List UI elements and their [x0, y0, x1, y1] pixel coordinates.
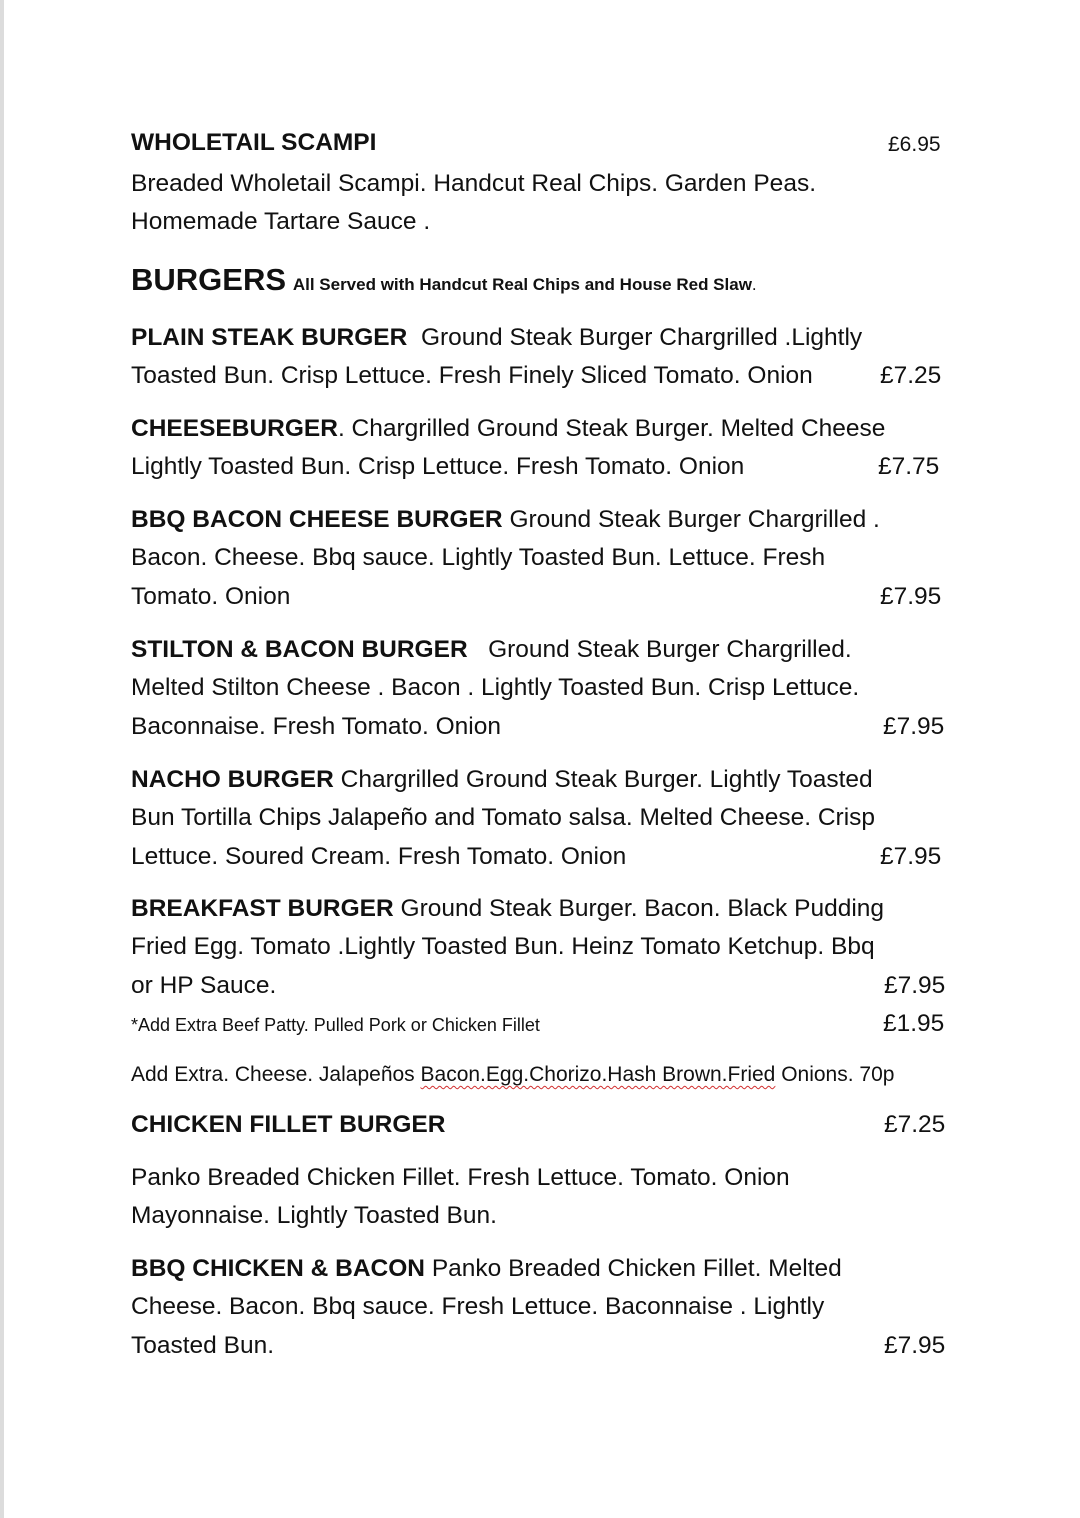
extra-patty-price: £1.95 [883, 1010, 945, 1037]
nacho-title: NACHO BURGER [131, 766, 334, 793]
breakfast-line1-rest: Ground Steak Burger. Bacon. Black Pudding [400, 895, 885, 922]
bbq-bacon-line1 [131, 505, 880, 535]
nacho-line1 [131, 765, 873, 795]
chicken-fillet-line2: Mayonnaise. Lightly Toasted Bun. [131, 1202, 497, 1229]
bbq-chicken-line3: Toasted Bun. [131, 1332, 275, 1359]
cheese-price: £7.75 [878, 453, 940, 480]
extra-patty-text: *Add Extra Beef Patty. Pulled Pork or Chicken Fillet [131, 1015, 540, 1035]
bbq-chicken-line2: Cheese. Bacon. Bbq sauce. Fresh Lettuce. Baconnaise . Lightly [131, 1293, 825, 1320]
bbq-chicken-line1-rest: Panko Breaded Chicken Fillet. Melted [431, 1255, 842, 1282]
stilton-line1-rest: Ground Steak Burger Chargrilled. [488, 636, 852, 663]
stilton-title: STILTON & BACON BURGER [131, 636, 468, 663]
bbq-bacon-price: £7.95 [880, 583, 942, 610]
nacho-line2: Bun Tortilla Chips Jalapeño and Tomato salsa. Melted Cheese. Crisp [131, 804, 876, 831]
chicken-fillet-title: CHICKEN FILLET BURGER [131, 1111, 446, 1138]
page-edge [0, 0, 4, 1518]
bbq-bacon-line3: Tomato. Onion [131, 583, 291, 610]
scampi-desc-line2: Homemade Tartare Sauce . [131, 208, 431, 235]
bbq-bacon-title: BBQ BACON CHEESE BURGER [131, 506, 503, 533]
plain-title: PLAIN STEAK BURGER [131, 324, 408, 351]
add-extra-part2: Bacon.Egg.Chorizo.Hash Brown.Fried [420, 1063, 776, 1086]
burgers-header [131, 262, 757, 300]
scampi-desc-line1: Breaded Wholetail Scampi. Handcut Real Chips. Garden Peas. [131, 170, 816, 197]
stilton-price: £7.95 [883, 713, 945, 740]
nacho-price: £7.95 [880, 843, 942, 870]
stilton-line1 [131, 635, 852, 665]
burgers-title: BURGERS [131, 262, 287, 297]
chicken-fillet-line1: Panko Breaded Chicken Fillet. Fresh Lettuce. Tomato. Onion [131, 1164, 790, 1191]
stilton-line3: Baconnaise. Fresh Tomato. Onion [131, 713, 501, 740]
chicken-fillet-price: £7.25 [884, 1111, 946, 1138]
nacho-line1-rest: Chargrilled Ground Steak Burger. Lightly Toasted [340, 766, 873, 793]
breakfast-line2: Fried Egg. Tomato .Lightly Toasted Bun. Heinz Tomato Ketchup. Bbq [131, 933, 875, 960]
add-extra-line [131, 1061, 894, 1089]
plain-line1 [131, 323, 862, 353]
scampi-title: WHOLETAIL SCAMPI [131, 129, 377, 156]
cheese-title: CHEESEBURGER [131, 415, 338, 442]
bbq-chicken-title: BBQ CHICKEN & BACON [131, 1255, 425, 1282]
plain-line1-rest: Ground Steak Burger Chargrilled .Lightly [420, 324, 863, 351]
add-extra-part3: Onions. 70p [775, 1063, 895, 1086]
bbq-bacon-line2: Bacon. Cheese. Bbq sauce. Lightly Toasted Bun. Lettuce. Fresh [131, 544, 826, 571]
cheese-line1-rest: . Chargrilled Ground Steak Burger. Melted Cheese [337, 415, 886, 442]
add-extra-part1: Add Extra. Cheese. Jalapeños [131, 1063, 421, 1086]
breakfast-price: £7.95 [884, 972, 946, 999]
bbq-bacon-line1-rest: Ground Steak Burger Chargrilled . [509, 506, 880, 533]
bbq-chicken-line1 [131, 1254, 842, 1284]
breakfast-line1 [131, 894, 884, 924]
cheese-line1 [131, 414, 885, 444]
burgers-note: All Served with Handcut Real Chips and House Red Slaw [292, 275, 752, 294]
plain-line2: Toasted Bun. Crisp Lettuce. Fresh Finely Sliced Tomato. Onion [131, 362, 813, 389]
nacho-line3: Lettuce. Soured Cream. Fresh Tomato. Onion [131, 843, 627, 870]
stilton-line2: Melted Stilton Cheese . Bacon . Lightly Toasted Bun. Crisp Lettuce. [131, 674, 860, 701]
breakfast-title: BREAKFAST BURGER [131, 895, 394, 922]
burgers-note-dot: . [751, 275, 757, 294]
scampi-price: £6.95 [888, 133, 941, 156]
plain-price: £7.25 [880, 362, 942, 389]
bbq-chicken-price: £7.95 [884, 1332, 946, 1359]
cheese-line2: Lightly Toasted Bun. Crisp Lettuce. Fresh Tomato. Onion [131, 453, 745, 480]
breakfast-line3: or HP Sauce. [131, 972, 277, 999]
